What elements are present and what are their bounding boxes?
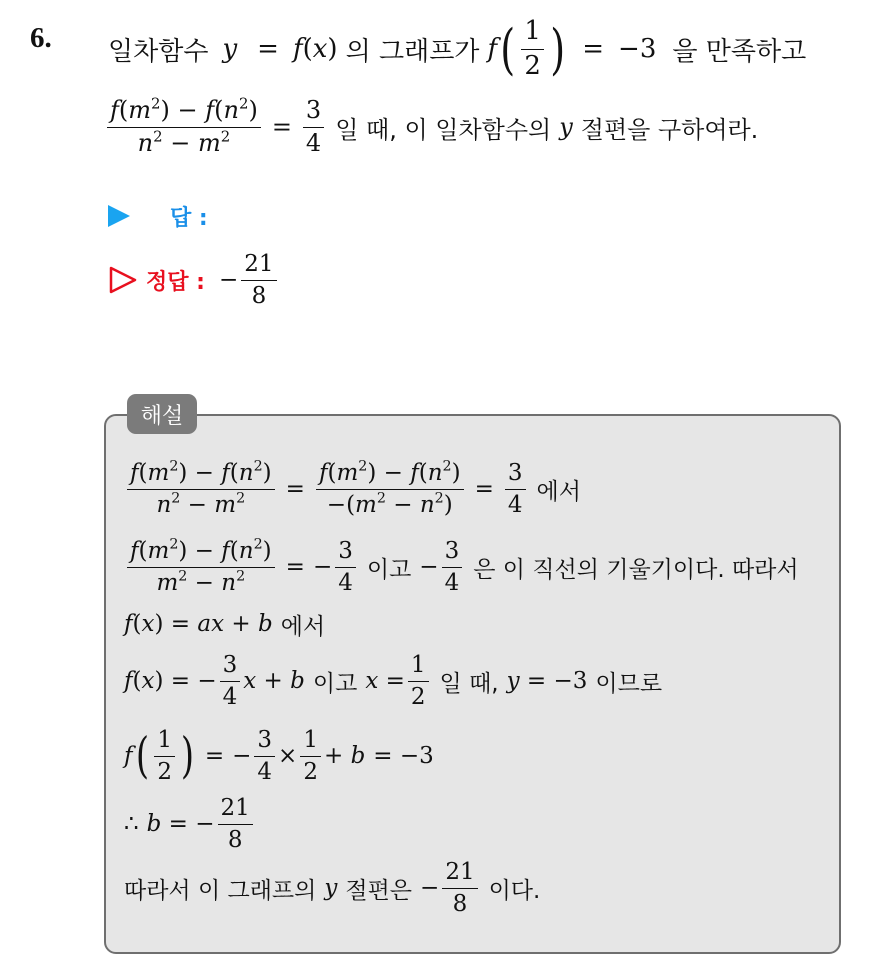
- correct-answer-value: − $\frac{21}{8}$: [219, 251, 280, 309]
- problem-number: 6.: [30, 22, 52, 54]
- problem-line-1: 일차함수 y = f(x) 의 그래프가 f ( $\frac{1}{2}$ ) = −3 을 만족하고: [108, 15, 807, 81]
- solution-line-7: 따라서 이 그래프의 y 절편은 − $\frac{21}{8}$ 이다.: [124, 859, 541, 917]
- problem-text-4: 일 때, 이 일차함수의: [335, 115, 552, 144]
- solution-line-4: f(x) = − $\frac{3}{4}$ x + b 이고 x = $\frac{1}{2}$ 일 때, y = −3 이므로: [124, 652, 663, 710]
- correct-answer-label: 정답 :: [146, 269, 205, 295]
- solution-line-1: $\frac{f(m^2) - f(n^2)}{n^2 - m^2}$ = $\frac{f(m^2) - f(n^2)}{-(m^2 - n^2)}$ = $\frac{3}{4}$ 에서: [124, 452, 581, 526]
- problem-line-2: $\frac{f(m^2) - f(n^2)}{n^2 - m^2}$ = $\frac{3}{4}$ 일 때, 이 일차함수의 y 절편을 구하여라.: [104, 92, 758, 162]
- answer-label: 답 :: [170, 205, 208, 231]
- problem-text-5: 절편을 구하여라.: [580, 115, 759, 144]
- outline-triangle-icon: [108, 265, 138, 295]
- solution-badge: 해설: [127, 394, 197, 434]
- problem-text-1: 일차함수: [108, 36, 209, 67]
- solution-line-2: $\frac{f(m^2) - f(n^2)}{m^2 - n^2}$ = − $\frac{3}{4}$ 이고 − $\frac{3}{4}$ 은 이 직선의 기울기이다. 따라서: [124, 530, 799, 604]
- play-triangle-icon: [108, 205, 130, 227]
- problem-text-2: 의 그래프가: [345, 36, 480, 67]
- problem-value: −3: [618, 34, 657, 64]
- solution-line-6: ∴ b = − $\frac{21}{8}$: [124, 792, 256, 856]
- correct-answer-row: [108, 248, 280, 312]
- answer-row: [108, 196, 208, 236]
- solution-line-3: f(x) = ax + b 에서: [124, 611, 326, 640]
- solution-line-5: f ( $\frac{1}{2}$ ) = − $\frac{3}{4}$ × $\frac{1}{2}$ + b = −3: [124, 727, 434, 785]
- problem-text-3: 을 만족하고: [672, 36, 807, 67]
